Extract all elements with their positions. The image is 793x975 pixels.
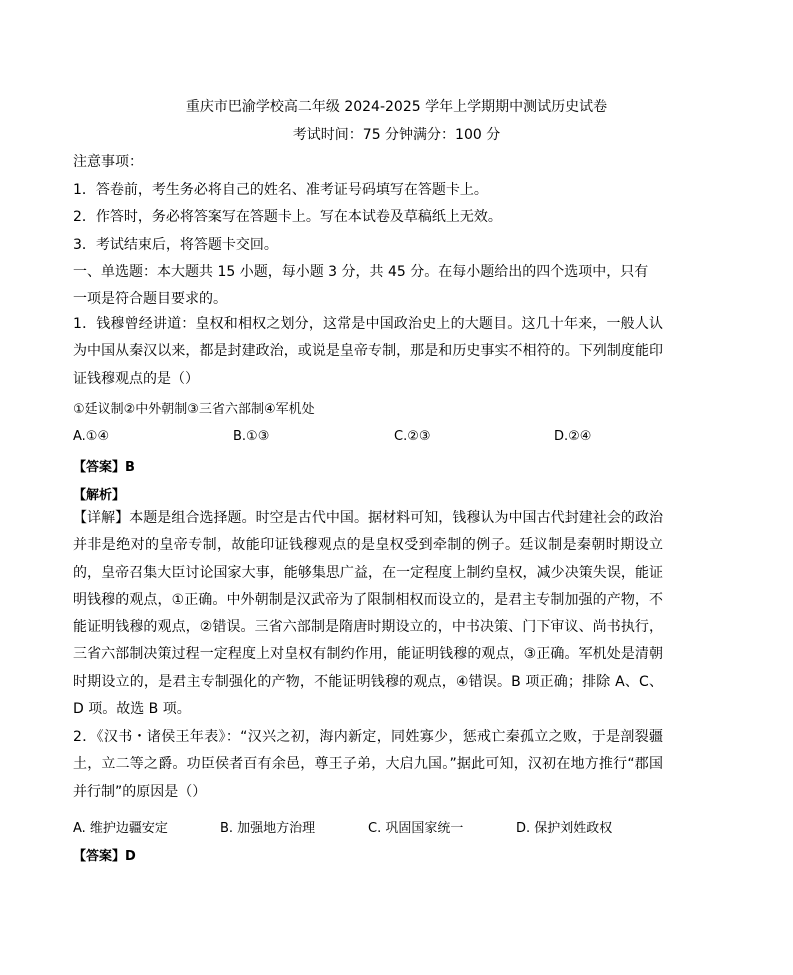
q1-option-b: B.①③ (233, 429, 270, 444)
q1-option-a: A.①④ (73, 429, 110, 444)
notes-heading: 注意事项： (73, 154, 143, 170)
q2-option-a: A. 维护边疆安定 (73, 821, 168, 836)
q1-detail: 【详解】本题是组合选择题。时空是古代中国。据材料可知，钱穆认为中国古代封建社会的政治并非是绝对的皇帝专制，故能印证钱穆观点的是皇权受到牵制的例子。廷议制是秦朝时期设立的，皇帝召集大臣讨论国家大事，能够集思广益，在一定程度上制约皇权，减少决策失误，能证明钱穆的观点，①正确。中外朝制是汉武帝为了限制相权而设立的，是君主专制加强的产物，不能证明钱穆的观点，②错误。三省六部制是隋唐时期设立的，中书决策、门下审议、尚书执行，三省六部制决策过程一定程度上对皇权有制约作用，能证明钱穆的观点，③正确。军机处是清朝时期设立的，是君主专制强化的产物，不能证明钱穆的观点，④错误。B 项正确；排除 A、C、D 项。故选 B 项。 (73, 510, 663, 718)
q2-answer: 【答案】D (73, 849, 136, 864)
q2-option-c: C. 巩固国家统一 (368, 821, 464, 836)
note-item-1: 1．答卷前，考生务必将自己的姓名、准考证号码填写在答题卡上。 (73, 182, 488, 198)
q2-stem: 2．《汉书・诸侯王年表》：“汉兴之初，海内新定，同姓寡少，惩戒亡秦孤立之败，于是剖裂疆土，立二等之爵。功臣侯者百有余邑，尊王子弟，大启九国。”据此可知，汉初在地方推行“郡国并行制”的原因是（） (73, 729, 663, 800)
q1-option-d: D.②④ (554, 429, 592, 444)
q2-option-d: D. 保护刘姓政权 (516, 821, 613, 836)
section-heading-line1: 一、单选题：本大题共 15 小题，每小题 3 分，共 45 分。在每小题给出的四个选项中，只有 (73, 264, 649, 280)
q1-answer: 【答案】B (73, 460, 135, 475)
note-item-2: 2．作答时，务必将答案写在答题卡上。写在本试卷及草稿纸上无效。 (73, 209, 502, 225)
q1-analysis-label: 【解析】 (73, 488, 126, 503)
note-item-3: 3．考试结束后，将答题卡交回。 (73, 237, 278, 253)
exam-title: 重庆市巴渝学校高二年级 2024-2025 学年上学期期中测试历史试卷 (185, 99, 608, 115)
q1-stem: 1．钱穆曾经讲道：皇权和相权之划分，这常是中国政治史上的大题目。这几十年来，一般人认为中国从秦汉以来，都是封建政治，或说是皇帝专制，那是和历史事实不相符的。下列制度能印证钱穆观点的是（） (73, 316, 663, 387)
section-heading-line2: 一项是符合题目要求的。 (73, 291, 227, 307)
q2-option-b: B. 加强地方治理 (220, 821, 316, 836)
q1-option-c: C.②③ (394, 429, 431, 444)
q1-items: ①廷议制②中外朝制③三省六部制④军机处 (73, 402, 315, 417)
exam-subtitle: 考试时间：75 分钟满分：100 分 (292, 127, 501, 143)
